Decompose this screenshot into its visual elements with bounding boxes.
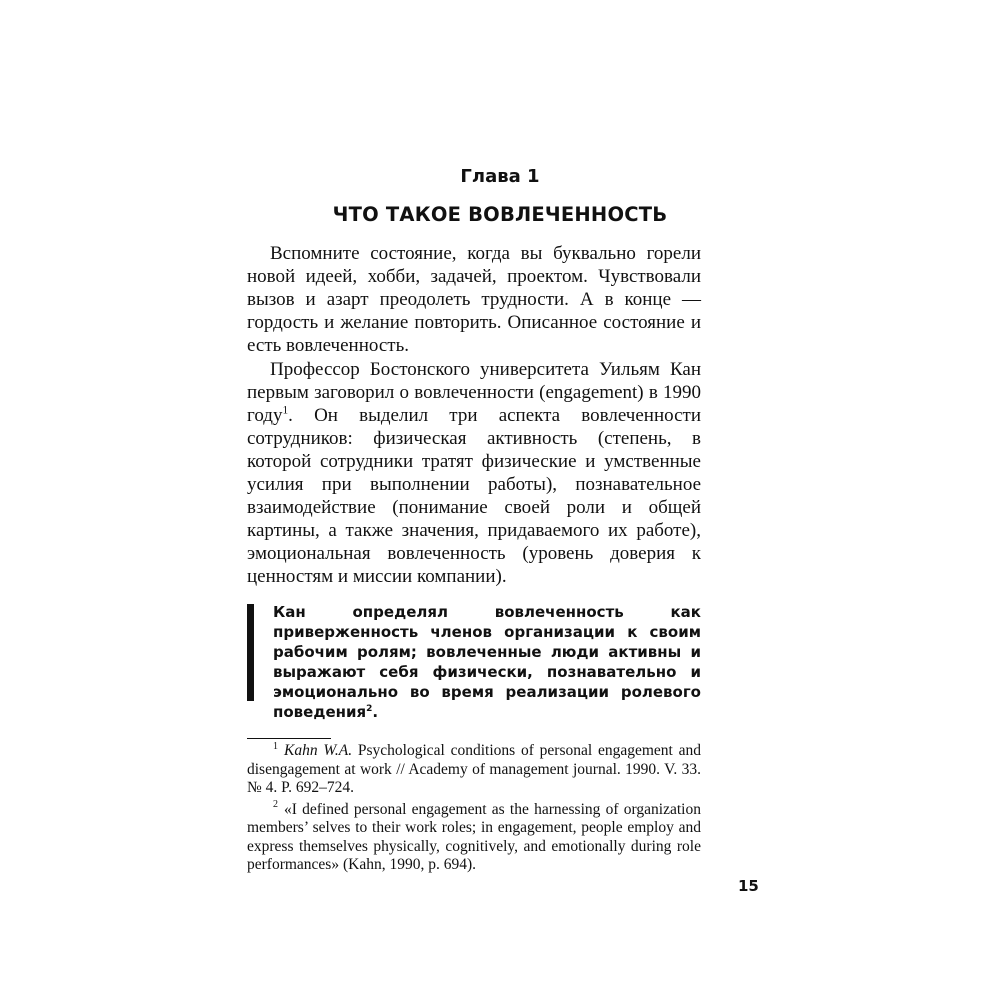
- footnote-ref-2: 2: [366, 704, 373, 714]
- footnote-1-author: Kahn W.A.: [284, 742, 353, 759]
- paragraph-2: [247, 358, 701, 588]
- footnote-ref-1: 1: [282, 404, 289, 417]
- footnote-1-text: Psychological conditions of personal engagement and disengagement at work // Academy of management journal. 1990. V. 33. № 4. P. 692–724.: [247, 742, 701, 796]
- paragraph-1: Вспомните состояние, когда вы буквально горели новой идеей, хобби, задачей, проектом. Чувствовали вызов и азарт преодолеть трудности. А в конце — гордость и желание повторить. Описанное состояние и есть вовлеченность.: [247, 243, 701, 356]
- footnote-1-number: 1: [273, 740, 278, 752]
- footnotes: [247, 742, 701, 875]
- page-number: 15: [738, 877, 759, 895]
- body-text: [247, 242, 701, 588]
- pull-quote-body: Кан определял вовлеченность как приверженность членов организации к своим рабочим ролям; вовлеченные люди активны и выражают себя физически, познавательно и эмоционально во время реализации ролевого поведения: [273, 603, 701, 721]
- footnote-1: [247, 742, 701, 798]
- footnote-2-text: «I defined personal engagement as the harnessing of organization members’ selves to their work roles; in engagement, people employ and express themselves physically, cognitively, and emotionally during role performances» (Kahn, 1990, p. 694).: [247, 800, 701, 873]
- pull-quote-text: [273, 602, 701, 722]
- paragraph-2-end: . Он выделил три аспекта вовлеченности сотрудников: физическая активность (степень, в которой сотрудники тратят физические и умственные усилия при выполнении работы), познавательное взаимодействие (понимание своей роли и общей картины, а также значения, придаваемого их работе), эмоциональная вовлеченность (уровень доверия к ценностям и миссии компании).: [247, 405, 701, 587]
- paragraph-2-start: Профессор Бостонского университета Уильям Кан первым заговорил о вовлеченности (engagement) в 1990 году: [247, 359, 701, 426]
- chapter-title: ЧТО ТАКОЕ ВОВЛЕЧЕННОСТЬ: [332, 203, 668, 226]
- footnote-divider: [247, 738, 331, 739]
- pull-quote-end: .: [372, 703, 379, 721]
- pull-quote: [247, 602, 701, 721]
- chapter-label: Глава 1: [460, 166, 540, 187]
- pull-quote-bar: [247, 604, 254, 701]
- footnote-2-number: 2: [273, 799, 278, 811]
- footnote-2: [247, 801, 701, 875]
